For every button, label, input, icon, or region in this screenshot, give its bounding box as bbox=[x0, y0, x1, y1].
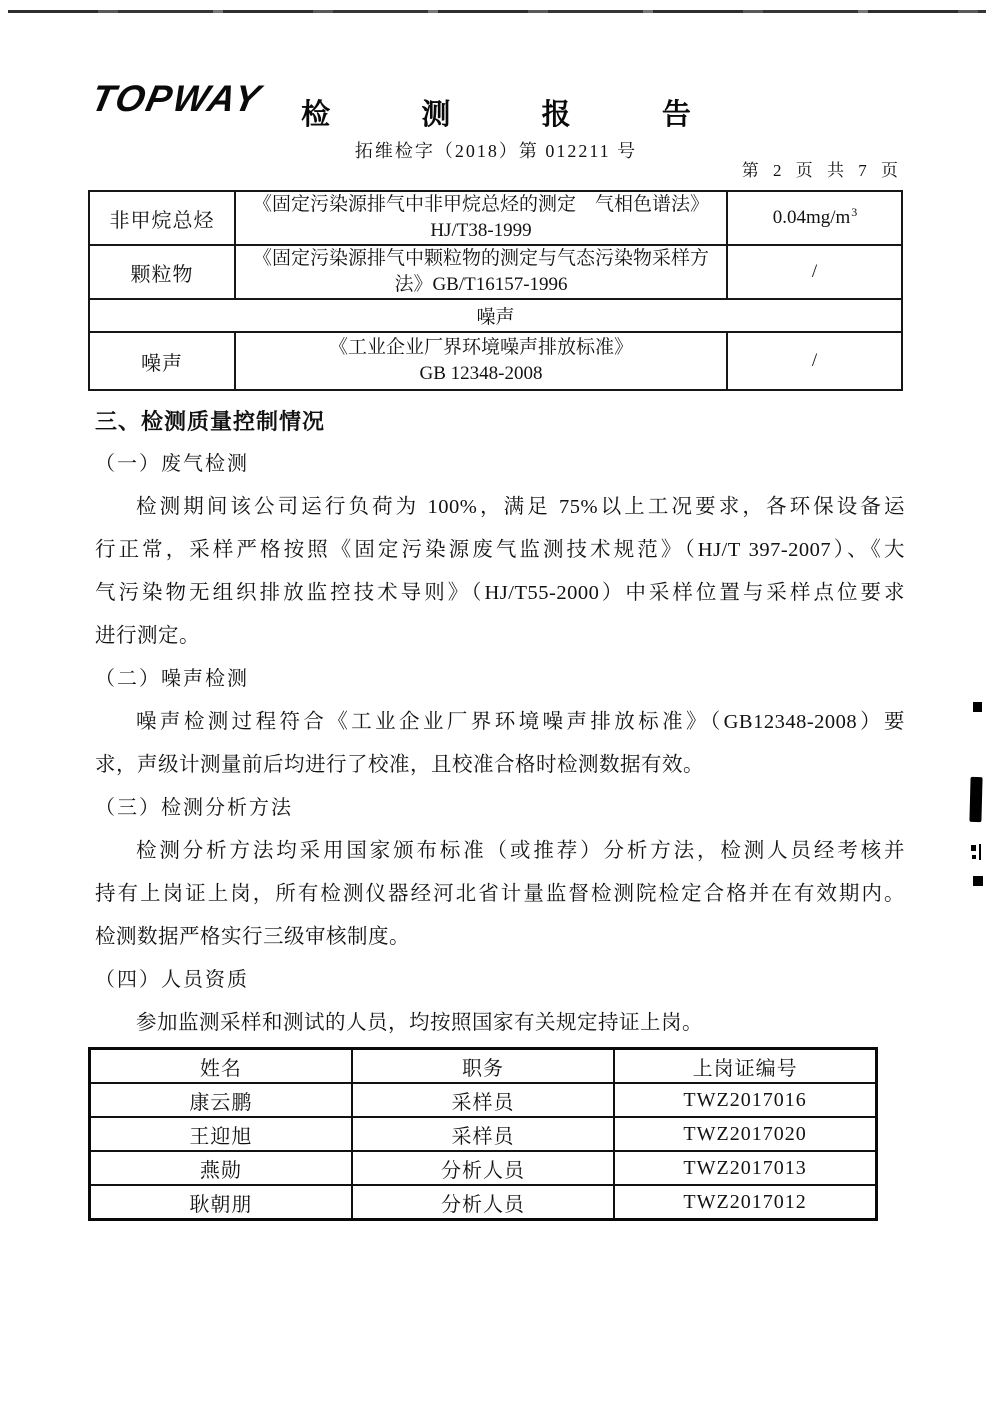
subsection-title-4: （四）人员资质 bbox=[95, 969, 249, 991]
method-line: 《固定污染源排气中颗粒物的测定与气态污染物采样方 bbox=[252, 248, 709, 269]
certificate-number-cell: TWZ2017016 bbox=[614, 1083, 876, 1117]
method-cell bbox=[235, 245, 727, 299]
scan-artifact-mark bbox=[973, 876, 983, 886]
result-cell bbox=[727, 191, 902, 245]
paragraph-line: 气污染物无组织排放监控技术导则》（HJ/T55-2000）中采样位置与采样点位要求 bbox=[95, 582, 905, 604]
subsection-title-1: （一）废气检测 bbox=[95, 453, 249, 475]
personnel-table bbox=[88, 1047, 878, 1221]
role-cell: 采样员 bbox=[352, 1083, 614, 1117]
paragraph-line: 求，声级计测量前后均进行了校准，且校准合格时检测数据有效。 bbox=[95, 754, 704, 776]
page-indicator: 第 2 页 共 7 页 bbox=[741, 161, 901, 180]
method-cell bbox=[235, 191, 727, 245]
personnel-table-body bbox=[90, 1083, 877, 1220]
role-cell: 分析人员 bbox=[352, 1185, 614, 1220]
certificate-number-cell: TWZ2017012 bbox=[614, 1185, 876, 1220]
table-row bbox=[90, 1083, 877, 1117]
paragraph-line: 检测数据严格实行三级审核制度。 bbox=[95, 926, 410, 948]
paragraph-exhaust-gas bbox=[95, 486, 905, 658]
quality-control-section bbox=[95, 400, 905, 1045]
report-number: 拓维检字（2018）第 012211 号 bbox=[354, 141, 638, 161]
topway-logo: TOPWAY bbox=[87, 78, 266, 119]
name-cell: 王迎旭 bbox=[90, 1117, 352, 1151]
scan-artifact-mark bbox=[971, 845, 976, 851]
paragraph-line: 检测分析方法均采用国家颁布标准（或推荐）分析方法，检测人员经考核并 bbox=[136, 840, 905, 862]
column-header: 姓名 bbox=[90, 1049, 352, 1084]
item-cell: 噪声 bbox=[89, 332, 235, 390]
paragraph-noise bbox=[95, 701, 905, 787]
scan-artifact-mark bbox=[979, 844, 981, 860]
paragraph-line: 噪声检测过程符合《工业企业厂界环境噪声排放标准》（GB12348-2008）要 bbox=[136, 711, 905, 733]
item-cell: 非甲烷总烃 bbox=[89, 191, 235, 245]
method-results-table bbox=[88, 190, 903, 391]
section-heading: 三、检测质量控制情况 bbox=[95, 409, 326, 434]
table-row bbox=[89, 191, 902, 245]
result-cell: / bbox=[727, 245, 902, 299]
role-cell: 分析人员 bbox=[352, 1151, 614, 1185]
page-title: 检 测 报 告 bbox=[301, 99, 733, 131]
section-row-label: 噪声 bbox=[89, 299, 902, 332]
subsection-title-2: （二）噪声检测 bbox=[95, 668, 249, 690]
personnel-header-row bbox=[90, 1049, 877, 1084]
table-row bbox=[89, 332, 902, 390]
name-cell: 耿朝朋 bbox=[90, 1185, 352, 1220]
method-cell bbox=[235, 332, 727, 390]
paragraph-line: 参加监测采样和测试的人员，均按照国家有关规定持证上岗。 bbox=[136, 1012, 703, 1034]
table-row bbox=[89, 245, 902, 299]
subsection-title-3: （三）检测分析方法 bbox=[95, 797, 293, 819]
method-line: HJ/T38-1999 bbox=[430, 220, 532, 241]
method-line: 法》GB/T16157-1996 bbox=[394, 274, 568, 295]
paragraph-personnel bbox=[95, 1002, 905, 1045]
method-line: 《工业企业厂界环境噪声排放标准》 bbox=[328, 337, 633, 358]
method-line: 《固定污染源排气中非甲烷总烃的测定 气相色谱法》 bbox=[252, 194, 709, 215]
result-cell: / bbox=[727, 332, 902, 390]
method-line: GB 12348-2008 bbox=[419, 363, 543, 384]
scan-artifact-mark bbox=[972, 855, 976, 859]
table-row bbox=[90, 1151, 877, 1185]
paragraph-line: 进行测定。 bbox=[95, 625, 200, 647]
name-cell: 康云鹏 bbox=[90, 1083, 352, 1117]
certificate-number-cell: TWZ2017013 bbox=[614, 1151, 876, 1185]
result-value: 0.04mg/m bbox=[772, 207, 851, 228]
scan-artifact-mark bbox=[969, 777, 982, 822]
paragraph-line: 行正常，采样严格按照《固定污染源废气监测技术规范》（HJ/T 397-2007）、《大 bbox=[95, 539, 905, 561]
role-cell: 采样员 bbox=[352, 1117, 614, 1151]
scan-artifact-mark bbox=[973, 702, 982, 712]
column-header: 职务 bbox=[352, 1049, 614, 1084]
paragraph-line: 持有上岗证上岗，所有检测仪器经河北省计量监督检测院检定合格并在有效期内。 bbox=[95, 883, 905, 905]
item-cell: 颗粒物 bbox=[89, 245, 235, 299]
certificate-number-cell: TWZ2017020 bbox=[614, 1117, 876, 1151]
paragraph-line: 检测期间该公司运行负荷为 100%，满足 75%以上工况要求，各环保设备运 bbox=[136, 496, 905, 518]
name-cell: 燕勋 bbox=[90, 1151, 352, 1185]
table-row bbox=[90, 1117, 877, 1151]
table-row bbox=[90, 1185, 877, 1220]
scan-artifact-top-line bbox=[8, 10, 986, 13]
result-superscript: 3 bbox=[851, 205, 858, 219]
paragraph-analysis-method bbox=[95, 830, 905, 959]
column-header: 上岗证编号 bbox=[614, 1049, 876, 1084]
table-section-row bbox=[89, 299, 902, 332]
